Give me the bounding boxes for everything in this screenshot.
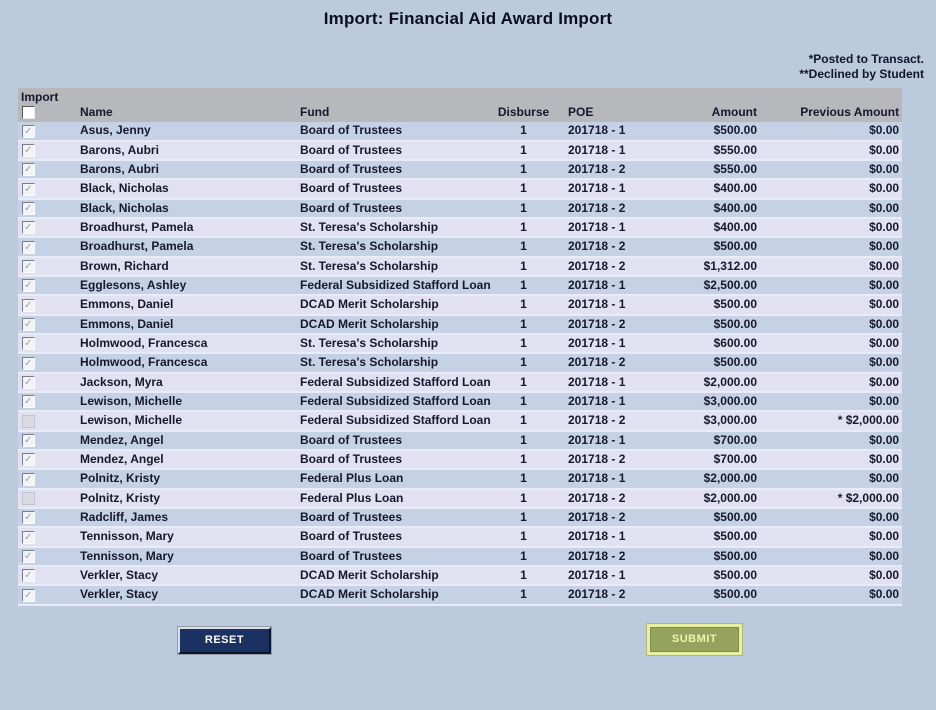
poe-value: 201718 - 1 — [568, 432, 626, 447]
table-row — [18, 199, 902, 218]
previous-amount-value: $0.00 — [869, 471, 900, 486]
disburse-value: 1 — [520, 239, 527, 254]
previous-amount-value: $0.00 — [869, 587, 900, 602]
disburse-value: 1 — [520, 336, 527, 351]
column-header-disburse: Disburse — [497, 105, 550, 120]
row-import-checkbox[interactable] — [22, 376, 35, 389]
disburse-value: 1 — [520, 432, 527, 447]
disburse-value: 1 — [520, 568, 527, 583]
disburse-value: 1 — [520, 200, 527, 215]
table-row — [18, 257, 902, 276]
amount-value: $3,000.00 — [703, 394, 757, 409]
poe-value: 201718 - 2 — [568, 239, 626, 254]
previous-amount-value: $0.00 — [869, 529, 900, 544]
table-row — [18, 141, 902, 160]
fund-name: Federal Subsidized Stafford Loan — [300, 374, 491, 389]
row-import-checkbox[interactable] — [22, 125, 35, 138]
row-import-checkbox[interactable] — [22, 569, 35, 582]
student-name: Asus, Jenny — [80, 123, 151, 138]
previous-amount-value: $0.00 — [869, 548, 900, 563]
import-column-group-label: Import — [21, 90, 59, 104]
fund-name: DCAD Merit Scholarship — [300, 587, 439, 602]
student-name: Lewison, Michelle — [80, 413, 183, 428]
row-import-checkbox[interactable] — [22, 357, 35, 370]
previous-amount-value: $0.00 — [869, 432, 900, 447]
previous-amount-value: $0.00 — [869, 394, 900, 409]
fund-name: DCAD Merit Scholarship — [300, 297, 439, 312]
amount-value: $700.00 — [713, 452, 757, 467]
previous-amount-value: $0.00 — [869, 316, 900, 331]
table-row — [18, 508, 902, 527]
table-row — [18, 566, 902, 585]
poe-value: 201718 - 1 — [568, 336, 626, 351]
amount-value: $700.00 — [713, 432, 757, 447]
fund-name: Federal Subsidized Stafford Loan — [300, 278, 491, 293]
amount-value: $2,000.00 — [703, 471, 757, 486]
disburse-value: 1 — [520, 258, 527, 273]
row-import-checkbox[interactable] — [22, 550, 35, 563]
fund-name: Federal Plus Loan — [300, 490, 404, 505]
table-row — [18, 450, 902, 469]
fund-name: Federal Subsidized Stafford Loan — [300, 394, 491, 409]
row-import-checkbox[interactable] — [22, 453, 35, 466]
fund-name: Board of Trustees — [300, 510, 403, 525]
student-name: Polnitz, Kristy — [80, 471, 161, 486]
reset-button[interactable]: RESET — [178, 627, 271, 654]
amount-value: $2,000.00 — [703, 490, 757, 505]
submit-button[interactable]: SUBMIT — [647, 624, 742, 655]
row-import-checkbox[interactable] — [22, 473, 35, 486]
amount-value: $3,000.00 — [703, 413, 757, 428]
student-name: Radcliff, James — [80, 510, 169, 525]
amount-value: $400.00 — [713, 220, 757, 235]
table-row — [18, 353, 902, 372]
row-import-checkbox[interactable] — [22, 337, 35, 350]
fund-name: Board of Trustees — [300, 529, 403, 544]
amount-value: $500.00 — [713, 529, 757, 544]
previous-amount-value: $0.00 — [869, 258, 900, 273]
disburse-value: 1 — [520, 529, 527, 544]
row-import-checkbox[interactable] — [22, 492, 35, 505]
row-import-checkbox[interactable] — [22, 163, 35, 176]
student-name: Mendez, Angel — [80, 432, 164, 447]
fund-name: St. Teresa's Scholarship — [300, 220, 439, 235]
student-name: Black, Nicholas — [80, 181, 169, 196]
previous-amount-value: $0.00 — [869, 278, 900, 293]
amount-value: $600.00 — [713, 336, 757, 351]
fund-name: Board of Trustees — [300, 123, 403, 138]
fund-name: St. Teresa's Scholarship — [300, 336, 439, 351]
row-import-checkbox[interactable] — [22, 531, 35, 544]
disburse-value: 1 — [520, 355, 527, 370]
fund-name: Board of Trustees — [300, 548, 403, 563]
poe-value: 201718 - 2 — [568, 413, 626, 428]
poe-value: 201718 - 1 — [568, 471, 626, 486]
previous-amount-value: $0.00 — [869, 510, 900, 525]
poe-value: 201718 - 1 — [568, 220, 626, 235]
fund-name: Board of Trustees — [300, 432, 403, 447]
fund-name: St. Teresa's Scholarship — [300, 355, 439, 370]
amount-value: $550.00 — [713, 162, 757, 177]
previous-amount-value: $0.00 — [869, 239, 900, 254]
student-name: Broadhurst, Pamela — [80, 220, 194, 235]
previous-amount-value: $0.00 — [869, 162, 900, 177]
table-row — [18, 179, 902, 198]
poe-value: 201718 - 2 — [568, 316, 626, 331]
poe-value: 201718 - 2 — [568, 490, 626, 505]
amount-value: $400.00 — [713, 200, 757, 215]
award-import-table — [18, 88, 902, 606]
previous-amount-value: $0.00 — [869, 297, 900, 312]
page-title: Import: Financial Aid Award Import — [323, 9, 613, 28]
table-row — [18, 334, 902, 353]
table-row — [18, 373, 902, 392]
table-row — [18, 295, 902, 314]
table-row — [18, 547, 902, 566]
row-import-checkbox[interactable] — [22, 395, 35, 408]
row-import-checkbox[interactable] — [22, 589, 35, 602]
disburse-value: 1 — [520, 587, 527, 602]
amount-value: $500.00 — [713, 510, 757, 525]
disburse-value: 1 — [520, 316, 527, 331]
amount-value: $500.00 — [713, 355, 757, 370]
previous-amount-value: $0.00 — [869, 181, 900, 196]
previous-amount-value: $0.00 — [869, 374, 900, 389]
previous-amount-value: $0.00 — [869, 568, 900, 583]
legend-notes — [0, 52, 924, 82]
amount-value: $550.00 — [713, 142, 757, 157]
amount-value: $500.00 — [713, 316, 757, 331]
student-name: Barons, Aubri — [80, 162, 159, 177]
disburse-value: 1 — [520, 413, 527, 428]
amount-value: $500.00 — [713, 568, 757, 583]
note-posted-to-transact: *Posted to Transact. — [808, 52, 924, 66]
student-name: Holmwood, Francesca — [80, 355, 208, 370]
poe-value: 201718 - 1 — [568, 394, 626, 409]
table-row — [18, 392, 902, 411]
amount-value: $2,000.00 — [703, 374, 757, 389]
poe-value: 201718 - 1 — [568, 568, 626, 583]
column-header-previous-amount: Previous Amount — [800, 105, 900, 120]
disburse-value: 1 — [520, 452, 527, 467]
student-name: Egglesons, Ashley — [80, 278, 187, 293]
button-bar — [0, 624, 936, 660]
disburse-value: 1 — [520, 510, 527, 525]
fund-name: DCAD Merit Scholarship — [300, 316, 439, 331]
amount-value: $500.00 — [713, 297, 757, 312]
row-import-checkbox[interactable] — [22, 434, 35, 447]
table-row — [18, 527, 902, 546]
disburse-value: 1 — [520, 278, 527, 293]
poe-value: 201718 - 1 — [568, 142, 626, 157]
poe-value: 201718 - 1 — [568, 181, 626, 196]
disburse-value: 1 — [520, 374, 527, 389]
table-row — [18, 489, 902, 508]
column-header-fund: Fund — [300, 105, 330, 120]
fund-name: Federal Subsidized Stafford Loan — [300, 413, 491, 428]
row-import-checkbox[interactable] — [22, 260, 35, 273]
disburse-value: 1 — [520, 490, 527, 505]
disburse-value: 1 — [520, 297, 527, 312]
student-name: Tennisson, Mary — [80, 548, 174, 563]
amount-value: $500.00 — [713, 587, 757, 602]
table-row — [18, 431, 902, 450]
row-import-checkbox[interactable] — [22, 511, 35, 524]
student-name: Lewison, Michelle — [80, 394, 183, 409]
poe-value: 201718 - 1 — [568, 278, 626, 293]
fund-name: Board of Trustees — [300, 162, 403, 177]
poe-value: 201718 - 2 — [568, 355, 626, 370]
poe-value: 201718 - 1 — [568, 374, 626, 389]
fund-name: St. Teresa's Scholarship — [300, 239, 439, 254]
disburse-value: 1 — [520, 394, 527, 409]
row-import-checkbox[interactable] — [22, 279, 35, 292]
award-table-body — [18, 122, 902, 604]
previous-amount-value: $0.00 — [869, 355, 900, 370]
disburse-value: 1 — [520, 142, 527, 157]
amount-value: $2,500.00 — [703, 278, 757, 293]
poe-value: 201718 - 2 — [568, 548, 626, 563]
amount-value: $500.00 — [713, 548, 757, 563]
row-import-checkbox[interactable] — [22, 202, 35, 215]
poe-value: 201718 - 2 — [568, 587, 626, 602]
column-header-amount: Amount — [711, 105, 757, 120]
select-all-checkbox[interactable] — [22, 106, 35, 119]
table-row — [18, 585, 902, 604]
amount-value: $1,312.00 — [703, 258, 757, 273]
previous-amount-value: * $2,000.00 — [837, 490, 900, 505]
table-row — [18, 276, 902, 295]
poe-value: 201718 - 2 — [568, 200, 626, 215]
table-row — [18, 160, 902, 179]
table-header — [18, 88, 902, 122]
student-name: Jackson, Myra — [80, 374, 163, 389]
row-import-checkbox[interactable] — [22, 183, 35, 196]
student-name: Verkler, Stacy — [80, 587, 159, 602]
poe-value: 201718 - 1 — [568, 529, 626, 544]
table-row — [18, 411, 902, 430]
row-import-checkbox[interactable] — [22, 144, 35, 157]
previous-amount-value: $0.00 — [869, 452, 900, 467]
column-header-poe: POE — [568, 105, 594, 120]
poe-value: 201718 - 2 — [568, 452, 626, 467]
student-name: Black, Nicholas — [80, 200, 169, 215]
fund-name: Board of Trustees — [300, 452, 403, 467]
row-import-checkbox[interactable] — [22, 221, 35, 234]
poe-value: 201718 - 1 — [568, 297, 626, 312]
fund-name: Board of Trustees — [300, 200, 403, 215]
student-name: Broadhurst, Pamela — [80, 239, 194, 254]
disburse-value: 1 — [520, 548, 527, 563]
amount-value: $400.00 — [713, 181, 757, 196]
table-row — [18, 315, 902, 334]
fund-name: Federal Plus Loan — [300, 471, 404, 486]
disburse-value: 1 — [520, 162, 527, 177]
row-import-checkbox[interactable] — [22, 415, 35, 428]
disburse-value: 1 — [520, 123, 527, 138]
student-name: Verkler, Stacy — [80, 568, 159, 583]
table-row — [18, 218, 902, 237]
previous-amount-value: * $2,000.00 — [837, 413, 900, 428]
column-header-name: Name — [80, 105, 113, 120]
disburse-value: 1 — [520, 220, 527, 235]
student-name: Barons, Aubri — [80, 142, 159, 157]
previous-amount-value: $0.00 — [869, 142, 900, 157]
fund-name: Board of Trustees — [300, 181, 403, 196]
student-name: Holmwood, Francesca — [80, 336, 208, 351]
table-row — [18, 469, 902, 488]
row-import-checkbox[interactable] — [22, 241, 35, 254]
student-name: Emmons, Daniel — [80, 297, 174, 312]
previous-amount-value: $0.00 — [869, 200, 900, 215]
previous-amount-value: $0.00 — [869, 123, 900, 138]
fund-name: St. Teresa's Scholarship — [300, 258, 439, 273]
poe-value: 201718 - 2 — [568, 510, 626, 525]
row-import-checkbox[interactable] — [22, 318, 35, 331]
poe-value: 201718 - 2 — [568, 162, 626, 177]
student-name: Brown, Richard — [80, 258, 169, 273]
student-name: Mendez, Angel — [80, 452, 164, 467]
poe-value: 201718 - 2 — [568, 258, 626, 273]
disburse-value: 1 — [520, 471, 527, 486]
table-row — [18, 237, 902, 256]
note-declined-by-student: **Declined by Student — [799, 67, 924, 81]
row-import-checkbox[interactable] — [22, 299, 35, 312]
previous-amount-value: $0.00 — [869, 336, 900, 351]
amount-value: $500.00 — [713, 123, 757, 138]
student-name: Emmons, Daniel — [80, 316, 174, 331]
poe-value: 201718 - 1 — [568, 123, 626, 138]
fund-name: DCAD Merit Scholarship — [300, 568, 439, 583]
student-name: Tennisson, Mary — [80, 529, 174, 544]
student-name: Polnitz, Kristy — [80, 490, 161, 505]
disburse-value: 1 — [520, 181, 527, 196]
table-row — [18, 122, 902, 140]
amount-value: $500.00 — [713, 239, 757, 254]
fund-name: Board of Trustees — [300, 142, 403, 157]
previous-amount-value: $0.00 — [869, 220, 900, 235]
